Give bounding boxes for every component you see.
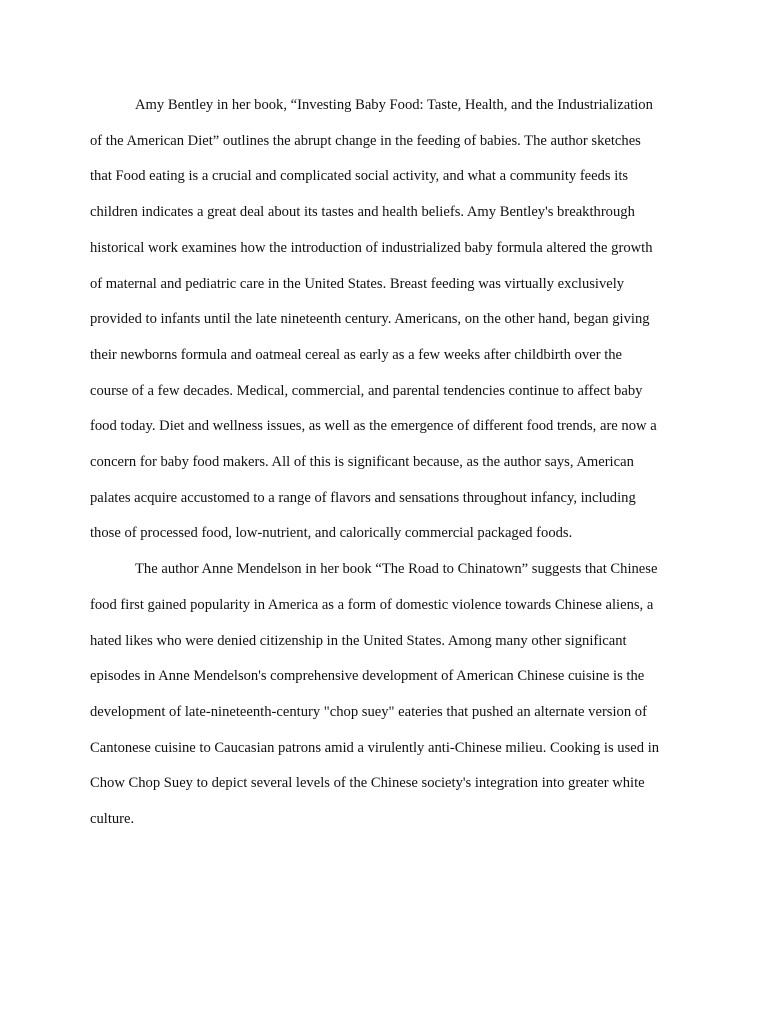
paragraph — [90, 552, 680, 838]
document-body — [90, 88, 680, 838]
text-line: palates acquire accustomed to a range of flavors and sensations throughout infancy, including — [90, 489, 636, 506]
text-line: of maternal and pediatric care in the United States. Breast feeding was virtually exclusively — [90, 275, 625, 292]
text-line: Cantonese cuisine to Caucasian patrons amid a virulently anti-Chinese milieu. Cooking is used in — [90, 739, 660, 756]
text-line: of the American Diet” outlines the abrupt change in the feeding of babies. The author sketches — [90, 132, 641, 149]
text-line: provided to infants until the late nineteenth century. Americans, on the other hand, began giving — [90, 311, 650, 328]
text-line: Chow Chop Suey to depict several levels of the Chinese society's integration into greater white — [90, 775, 645, 792]
text-line: development of late-nineteenth-century "chop suey" eateries that pushed an alternate version of — [90, 703, 647, 720]
text-line: The author Anne Mendelson in her book “The Road to Chinatown” suggests that Chinese — [135, 561, 658, 578]
text-line: culture. — [90, 811, 135, 828]
text-line: that Food eating is a crucial and complicated social activity, and what a community feeds its — [90, 168, 629, 185]
text-line: concern for baby food makers. All of this is significant because, as the author says, American — [90, 454, 634, 471]
text-line: Amy Bentley in her book, “Investing Baby Food: Taste, Health, and the Industrialization — [135, 97, 653, 113]
paragraph — [90, 88, 680, 552]
text-line: children indicates a great deal about its tastes and health beliefs. Amy Bentley's breakthrough — [90, 204, 635, 221]
text-line: those of processed food, low-nutrient, and calorically commercial packaged foods. — [90, 525, 573, 542]
text-line: food today. Diet and wellness issues, as well as the emergence of different food trends, are now a — [90, 418, 657, 435]
text-line: hated likes who were denied citizenship in the United States. Among many other significant — [90, 632, 627, 649]
text-line: their newborns formula and oatmeal cereal as early as a few weeks after childbirth over the — [90, 346, 623, 363]
text-line: historical work examines how the introduction of industrialized baby formula altered the growth — [90, 239, 653, 256]
text-line: food first gained popularity in America as a form of domestic violence towards Chinese aliens, a — [90, 596, 654, 613]
text-line: course of a few decades. Medical, commercial, and parental tendencies continue to affect baby — [90, 382, 643, 399]
text-line: episodes in Anne Mendelson's comprehensive development of American Chinese cuisine is the — [90, 668, 645, 685]
